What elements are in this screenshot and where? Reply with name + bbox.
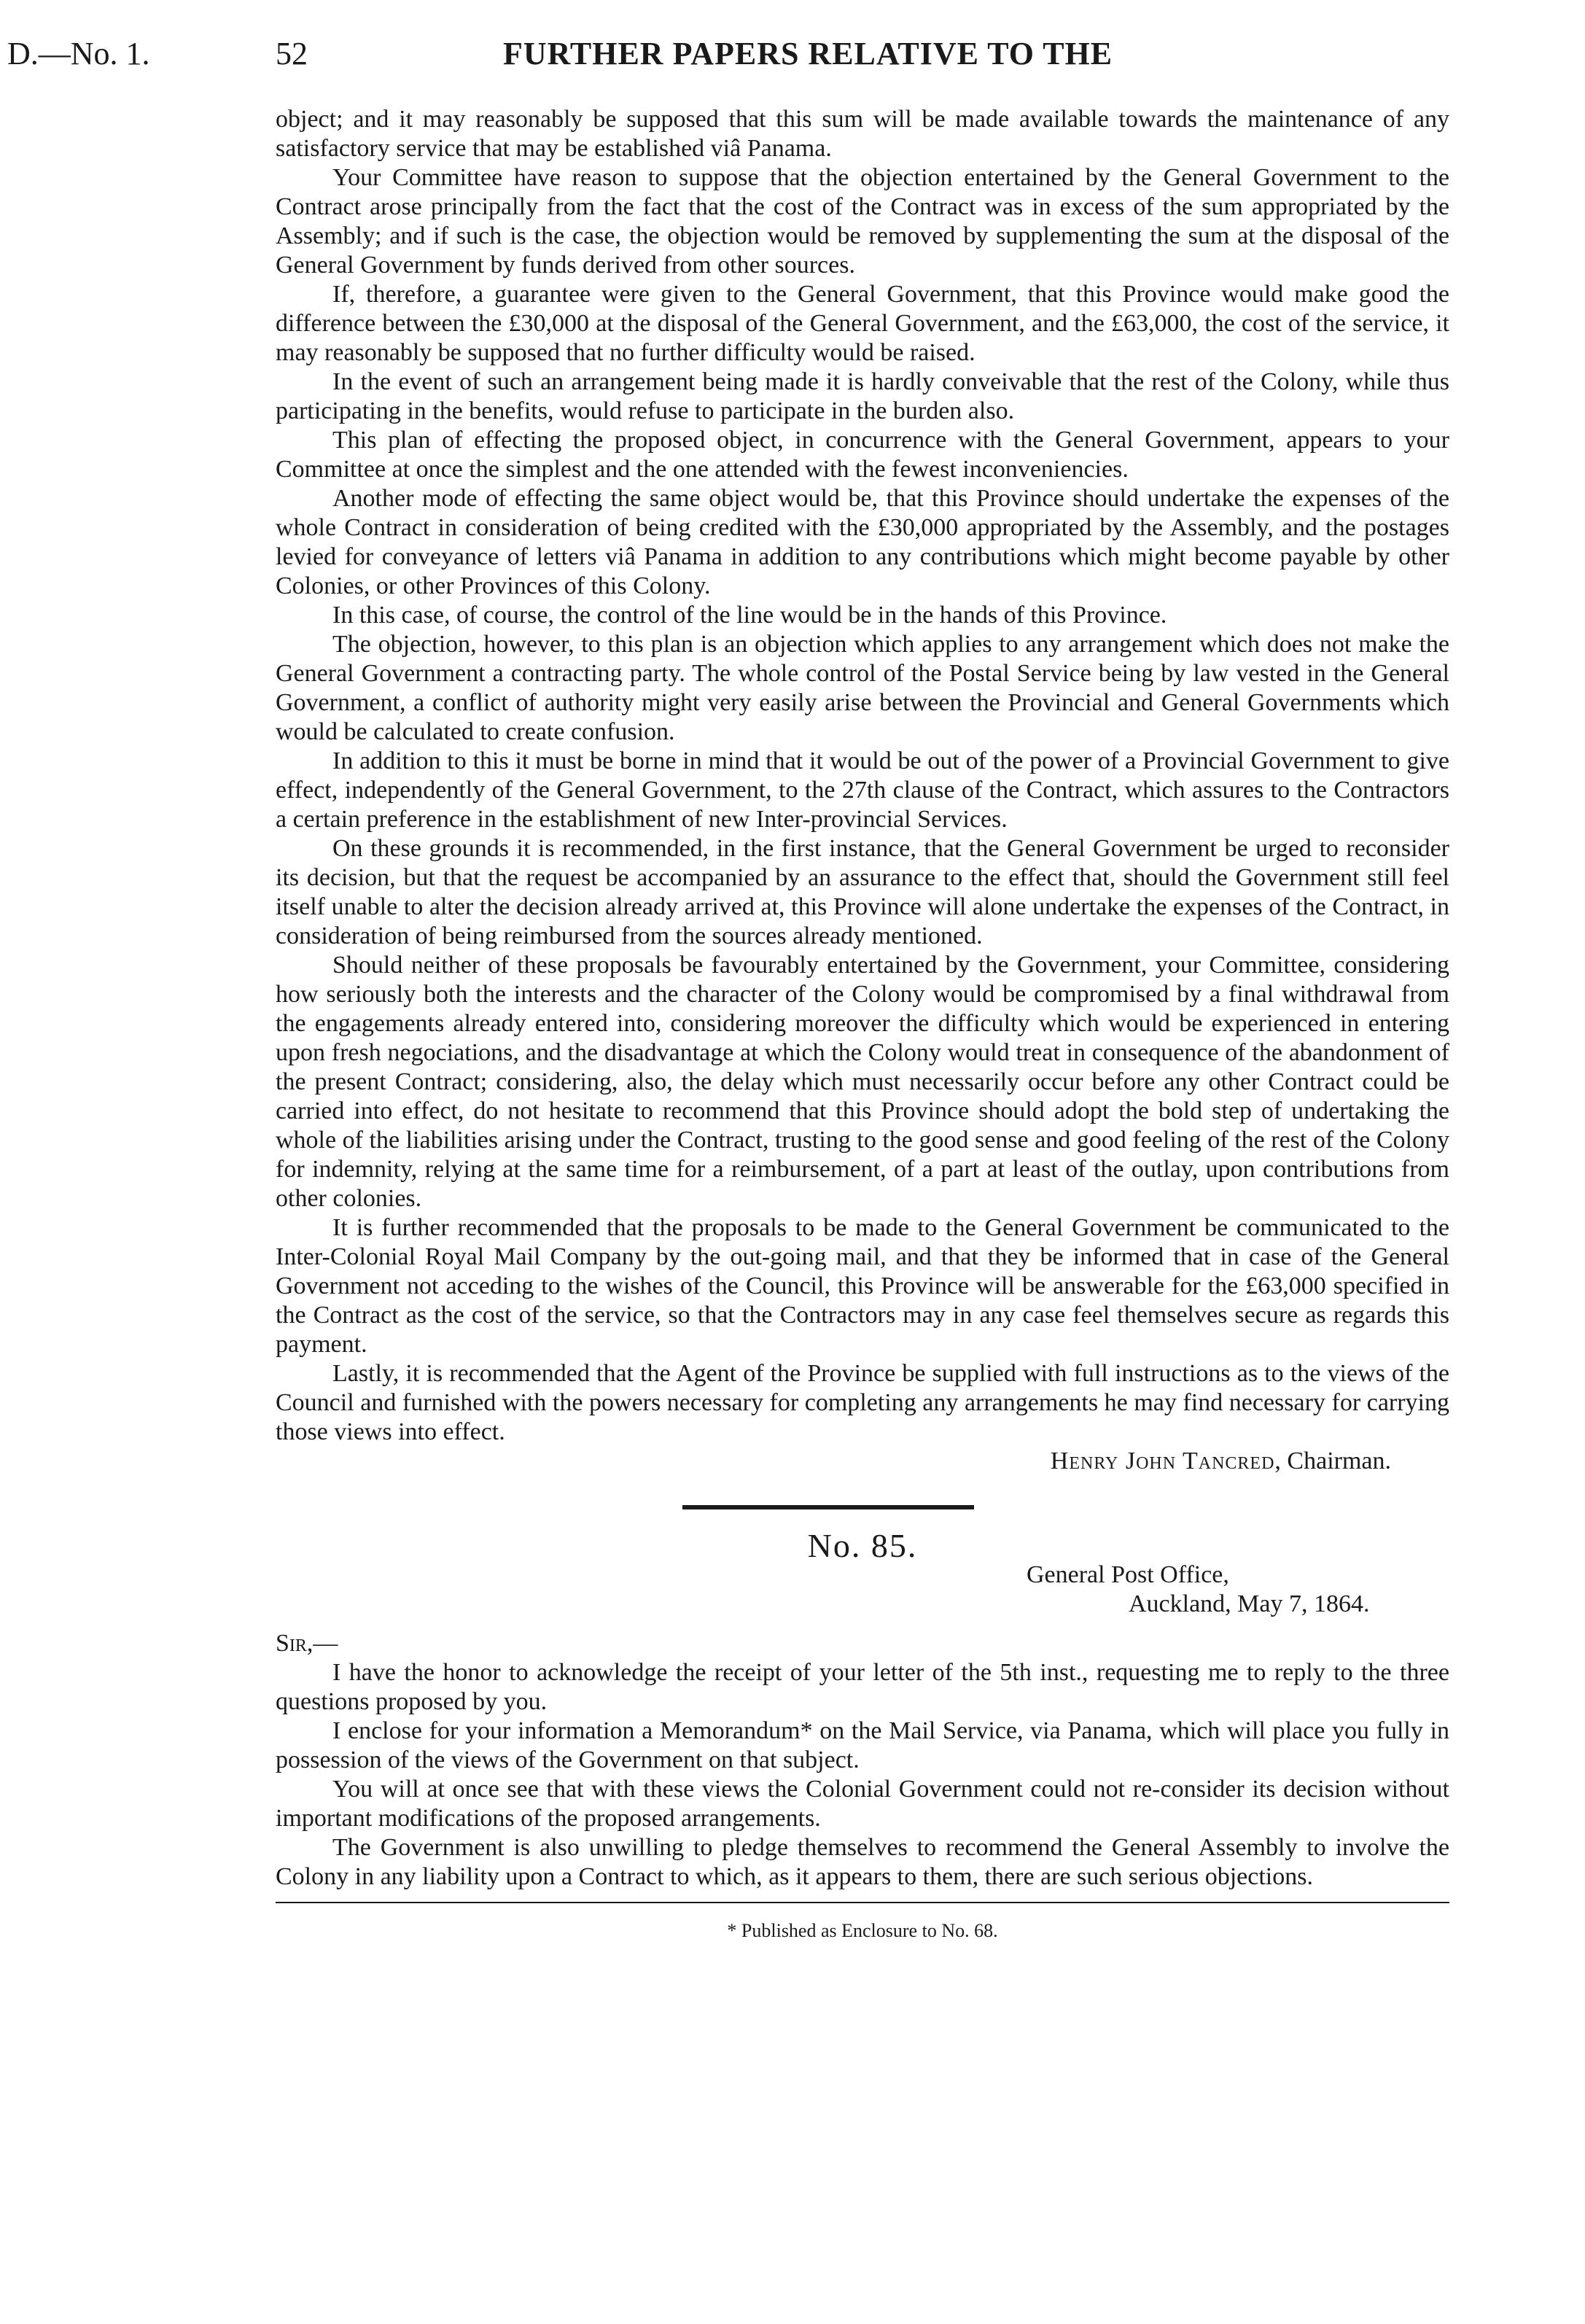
paragraph: Another mode of effecting the same object would be, that this Province should undertake the expenses of the whole Contract in consideration of being credited with the £30,000 appropriated by the Assembly, and the postages levied for conveyance of letters viâ Panama in addition to any contributions which might become payable by other Colonies, or other Provinces of this Colony. (276, 485, 1449, 599)
document-reference: D.—No. 1. (7, 36, 150, 71)
paragraph: Your Committee have reason to suppose that the objection entertained by the General Government to the Contract arose principally from the fact that the cost of the Contract was in excess of the sum appropriated by the Assembly; and if such is the case, the objection would be removed by supplementing the sum at the disposal of the General Government by funds derived from other sources. (276, 164, 1449, 279)
letter-paragraph: You will at once see that with these views the Colonial Government could not re-consider its decision without important modifications of the proposed arrangements. (276, 1776, 1449, 1832)
paragraph: In addition to this it must be borne in mind that it would be out of the power of a Provincial Government to give effect, independently of the General Government, to the 27th clause of the Contract, which assures to the Contractors a certain preference in the establishment of new Inter-provincial Services. (276, 747, 1449, 833)
report-body (276, 105, 1449, 1946)
paragraph: Should neither of these proposals be favourably entertained by the Government, your Committee, considering how seriously both the interests and the character of the Colony would be compromised by a final withdrawal from the engagements already entered into, considering moreover the difficulty which would be experienced in entering upon fresh negociations, and the disadvantage at which the Colony would treat in consequence of the abandonment of the present Contract; considering, also, the delay which must necessarily occur before any other Contract could be carried into effect, do not hesitate to recommend that this Province should adopt the bold step of undertaking the whole of the liabilities arising under the Contract, trusting to the good sense and good feeling of the rest of the Colony for indemnity, relying at the same time for a reimbursement, of a part at least of the outlay, upon contributions from other colonies. (276, 952, 1449, 1212)
letter-number: No. 85. (807, 1527, 918, 1564)
signatory-role: , Chairman. (1274, 1447, 1391, 1474)
salutation: Sir,— (276, 1630, 338, 1657)
paragraph: In the event of such an arrangement being made it is hardly conveivable that the rest of the Colony, while thus participating in the benefits, would refuse to participate in the burden also. (276, 368, 1449, 424)
page-number: 52 (276, 36, 308, 71)
address-date-line: Auckland, May 7, 1864. (1129, 1590, 1370, 1617)
letter-paragraph: I have the honor to acknowledge the receipt of your letter of the 5th inst., requesting me to reply to the three questions proposed by you. (276, 1659, 1449, 1715)
paragraph: On these grounds it is recommended, in the first instance, that the General Government be urged to reconsider its decision, but that the request be accompanied by an assurance to the effect that, should the Government still feel itself unable to alter the decision already arrived at, this Province will alone undertake the expenses of the Contract, in consideration of being reimbursed from the sources already mentioned. (276, 835, 1449, 949)
letter (276, 1527, 1449, 1892)
paragraph: object; and it may reasonably be supposed that this sum will be made available towards the maintenance of any satisfactory service that may be established viâ Panama. (276, 106, 1449, 162)
letter-paragraph: I enclose for your information a Memorandum* on the Mail Service, via Panama, which will place you fully in possession of the views of the Government on that subject. (276, 1717, 1449, 1773)
paragraph: It is further recommended that the proposals to be made to the General Government be communicated to the Inter-Colonial Royal Mail Company by the out-going mail, and that they be informed that in case of the General Government not acceding to the wishes of the Council, this Province will be answerable for the £63,000 specified in the Contract as the cost of the service, so that the Contractors may in any case feel themselves secure as regards this payment. (276, 1214, 1449, 1358)
paragraph: Lastly, it is recommended that the Agent of the Province be supplied with full instructions as to the views of the Council and furnished with the powers necessary for completing any arrangements he may find necessary for carrying those views into effect. (276, 1360, 1449, 1445)
paragraph: In this case, of course, the control of the line would be in the hands of this Province. (332, 602, 1167, 629)
section-divider (682, 1505, 974, 1509)
signature (276, 1447, 1391, 1476)
address-line: General Post Office, (1027, 1561, 1229, 1588)
signatory-name: Henry John Tancred (1050, 1447, 1275, 1474)
paragraph: The objection, however, to this plan is an objection which applies to any arrangement which does not make the General Government a contracting party. The whole control of the Postal Service being by law vested in the General Government, a conflict of authority might very easily arise between the Provincial and General Governments which would be calculated to create confusion. (276, 631, 1449, 745)
paragraph: This plan of effecting the proposed object, in concurrence with the General Government, appears to your Committee at once the simplest and the one attended with the fewest inconveniencies. (276, 427, 1449, 483)
running-head (0, 35, 1585, 79)
letter-address (1027, 1561, 1449, 1619)
footnote-divider (276, 1902, 1449, 1903)
paragraph: If, therefore, a guarantee were given to the General Government, that this Province would make good the difference between the £30,000 at the disposal of the General Government, and the £63,000, the cost of the service, it may reasonably be supposed that no further difficulty would be raised. (276, 281, 1449, 366)
footnote: * Published as Enclosure to No. 68. (727, 1920, 998, 1941)
running-title: FURTHER PAPERS RELATIVE TO THE (503, 36, 1113, 71)
letter-paragraph: The Government is also unwilling to pledge themselves to recommend the General Assembly to involve the Colony in any liability upon a Contract to which, as it appears to them, there are such serious objections. (276, 1834, 1449, 1890)
